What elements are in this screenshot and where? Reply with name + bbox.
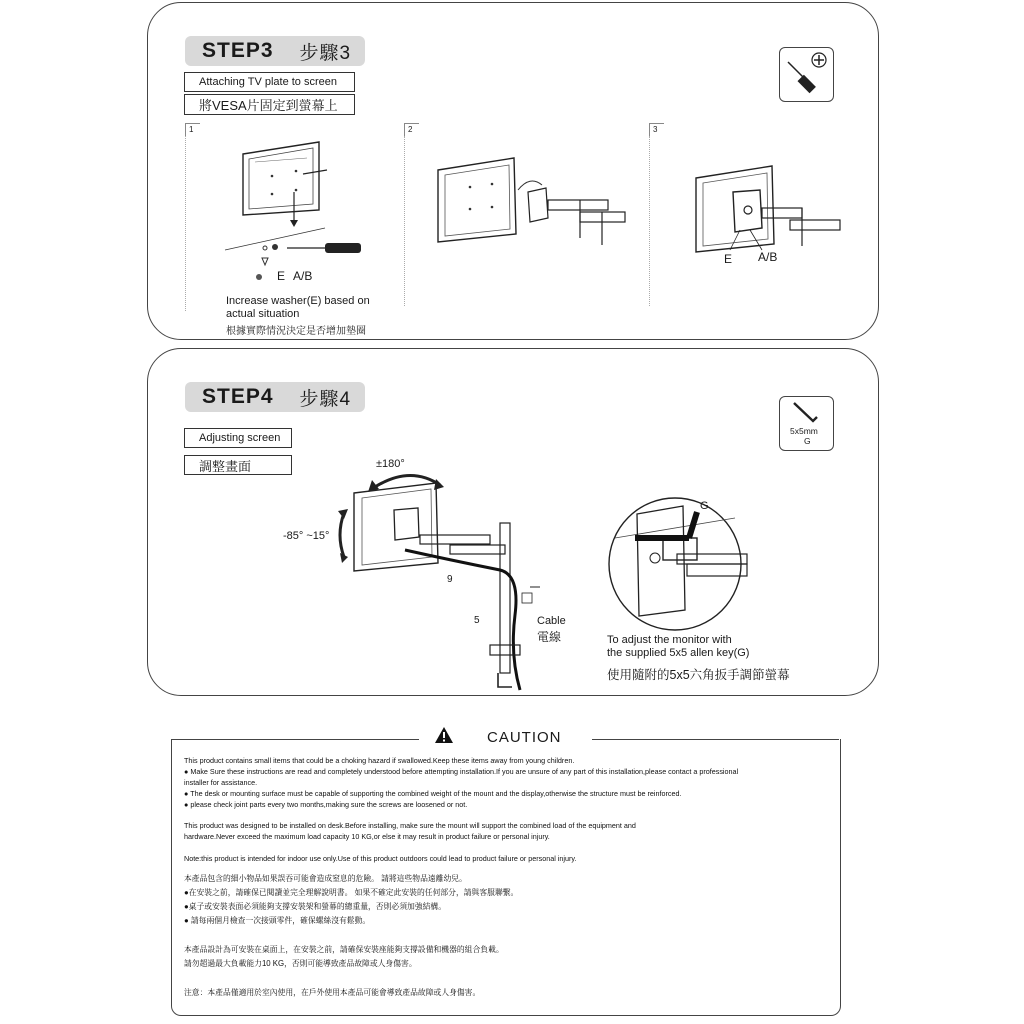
cable-label-en: Cable	[537, 615, 566, 627]
screwdriver-phillips-icon	[780, 48, 833, 101]
caution-en-para2: hardware.Never exceed the maximum load capacity 10 KG,or else it may result in product failure or personal injury.	[184, 832, 550, 841]
step4-badge	[185, 382, 365, 412]
step3-illustration-1	[215, 130, 415, 290]
caution-en-para2: This product was designed to be installed on desk.Before installing, make sure the mount will support the combined load of the equipment and	[184, 821, 636, 830]
step3-illustration-2	[430, 150, 630, 260]
rotation-label: ±180°	[376, 458, 405, 470]
step4-tool-box	[779, 396, 834, 451]
step3-label-zh: 將VESA片固定到螢幕上	[184, 94, 355, 115]
step3-panel-number-2: 2	[404, 123, 419, 137]
caution-zh-line: ●在安裝之前，請確保已閱讀並完全理解說明書。 如果不確定此安裝的任何部分，請與客服聯繫。	[184, 888, 519, 897]
caution-zh-para2: 本產品設計為可安裝在桌面上，在安裝之前，請確保安裝座能夠支撐設備和機器的組合負載。	[184, 945, 504, 954]
washer-label-e: E	[277, 269, 286, 283]
step3-panel-number-3: 3	[649, 123, 664, 137]
warning-icon	[434, 726, 454, 744]
step4-title: STEP4	[202, 385, 274, 408]
divider	[185, 136, 186, 311]
step4-title-zh: 步驟4	[299, 388, 352, 410]
caution-zh-line: ●桌子或安裝表面必須能夠支撐安裝架和螢幕的總重量，否則必須加強結構。	[184, 902, 447, 911]
caution-zh-line: 本產品包含的細小物品如果誤吞可能會造成窒息的危險。 請將這些物品遠離幼兒。	[184, 874, 467, 883]
step3-note-zh: 根據實際情況決定是否增加墊圈	[226, 326, 366, 337]
part-number-5: 5	[474, 615, 480, 626]
step3-label-e-3: E	[724, 252, 733, 266]
caution-en-note: Note:this product is intended for indoor use only.Use of this product outdoors could lead to product failure or personal injury.	[184, 854, 577, 863]
caution-title: CAUTION	[487, 729, 562, 746]
step3-label-ab-3: A/B	[758, 250, 778, 264]
step3-label-en: Attaching TV plate to screen	[184, 72, 355, 92]
step3-panel-number-1: 1	[185, 123, 200, 137]
step4-note-en-2: the supplied 5x5 allen key(G)	[607, 647, 750, 659]
caution-zh-para2: 請勿超過最大負載能力10 KG，否則可能導致產品故障或人身傷害。	[184, 959, 417, 968]
washer-label-ab: A/B	[293, 269, 313, 283]
caution-zh-note: 注意：本產品僅適用於室內使用，在戶外使用本產品可能會導致產品故障或人身傷害。	[184, 988, 481, 997]
tilt-label: -85° ~15°	[283, 530, 330, 542]
step4-note-en-1: To adjust the monitor with	[607, 634, 732, 646]
step3-tool-box	[779, 47, 834, 102]
step4-label-zh: 調整畫面	[184, 455, 292, 475]
caution-en-line: This product contains small items that could be a choking hazard if swallowed.Keep these items away from young children.	[184, 756, 575, 765]
allen-key-zoom-detail	[605, 498, 745, 638]
caution-en-line: ● The desk or mounting surface must be capable of supporting the combined weight of the mount and the display,otherwise the structure must be reinforced.	[184, 789, 682, 798]
tool-code-label: G	[804, 436, 811, 446]
step3-note-en-2: actual situation	[226, 308, 300, 320]
step4-label-en: Adjusting screen	[184, 428, 292, 448]
caution-en-line: ● please check joint parts every two months,making sure the screws are loosened or not.	[184, 800, 468, 809]
tool-size-label: 5x5mm	[790, 426, 818, 436]
caution-rule-right	[592, 739, 839, 740]
zoom-key-label: G	[700, 500, 709, 512]
divider	[649, 136, 650, 306]
caution-en-line: installer for assistance.	[184, 778, 258, 787]
caution-en-line: ● Make Sure these instructions are read and completely understood before attempting installation.If you are unsure of any part of this installation,please contact a professional	[184, 767, 739, 776]
cable-label-zh: 電線	[537, 630, 562, 644]
caution-zh-line: ● 請每兩個月檢查一次接頭零件，確保螺絲沒有鬆動。	[184, 916, 371, 925]
step3-title-zh: 步驟3	[299, 42, 352, 64]
caution-rule-left	[171, 739, 419, 740]
step3-badge	[185, 36, 365, 66]
step3-note-en-1: Increase washer(E) based on	[226, 295, 370, 307]
step3-title: STEP3	[202, 39, 274, 62]
step4-note-zh: 使用隨附的5x5六角扳手調節螢幕	[607, 668, 790, 682]
part-number-9: 9	[447, 574, 453, 585]
